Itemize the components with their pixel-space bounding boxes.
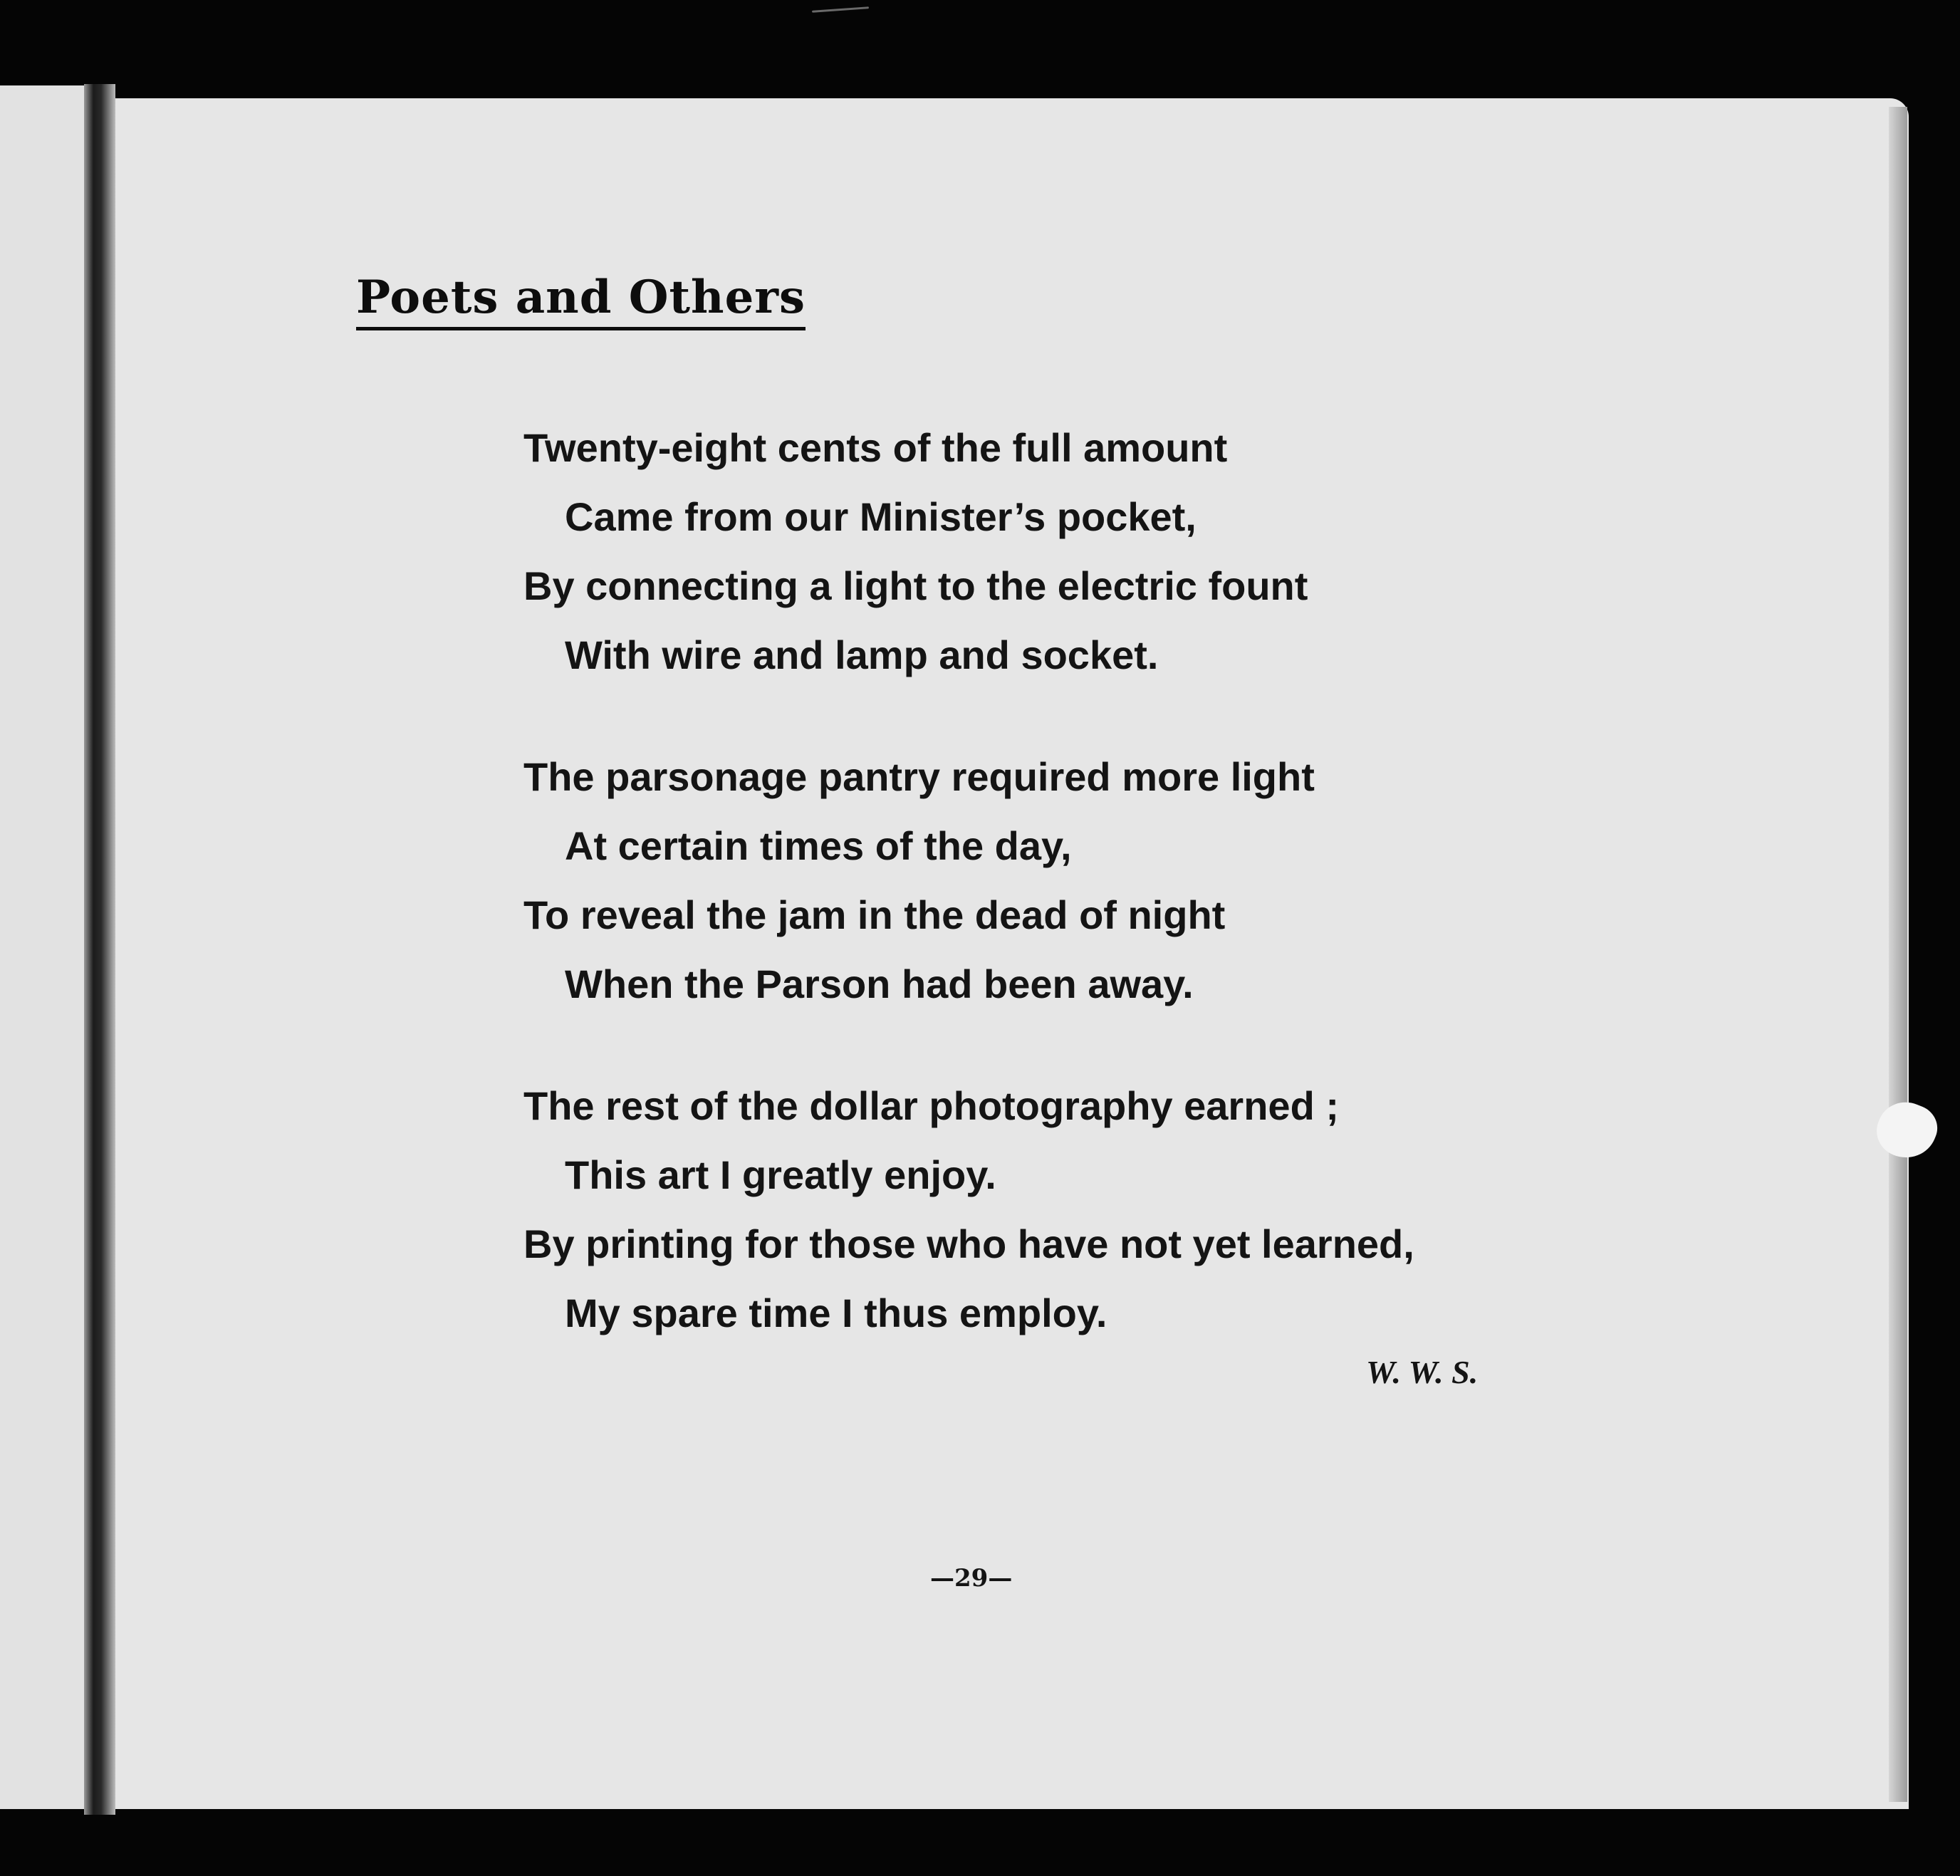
stanza-1 xyxy=(523,413,1592,689)
poem-line: Came from our Minister’s pocket, xyxy=(565,494,1197,539)
stanza-3 xyxy=(523,1071,1592,1348)
scan-scratch xyxy=(812,6,869,13)
poem xyxy=(523,413,1592,1400)
poem-line: The rest of the dollar photography earned ; xyxy=(523,1083,1339,1128)
poem-line: My spare time I thus employ. xyxy=(565,1291,1107,1335)
poem-line: By connecting a light to the electric fount xyxy=(523,563,1308,608)
stanza-2 xyxy=(523,742,1592,1018)
poem-line: This art I greatly enjoy. xyxy=(565,1152,996,1197)
running-head: Poets and Others xyxy=(356,271,806,330)
author-signature: W. W. S. xyxy=(1366,1354,1479,1390)
page-number: —29— xyxy=(930,1564,1013,1593)
poem-line: By printing for those who have not yet learned, xyxy=(523,1221,1414,1266)
poem-line: When the Parson had been away. xyxy=(565,962,1194,1006)
facing-page-edge xyxy=(0,85,93,1809)
poem-line: With wire and lamp and socket. xyxy=(565,632,1159,677)
book-gutter xyxy=(84,84,115,1815)
page-edge-shadow xyxy=(1889,107,1907,1802)
poem-line: The parsonage pantry required more light xyxy=(523,754,1315,799)
poem-line: At certain times of the day, xyxy=(565,823,1072,868)
poem-line: Twenty-eight cents of the full amount xyxy=(523,425,1228,470)
poem-line: To reveal the jam in the dead of night xyxy=(523,892,1226,937)
